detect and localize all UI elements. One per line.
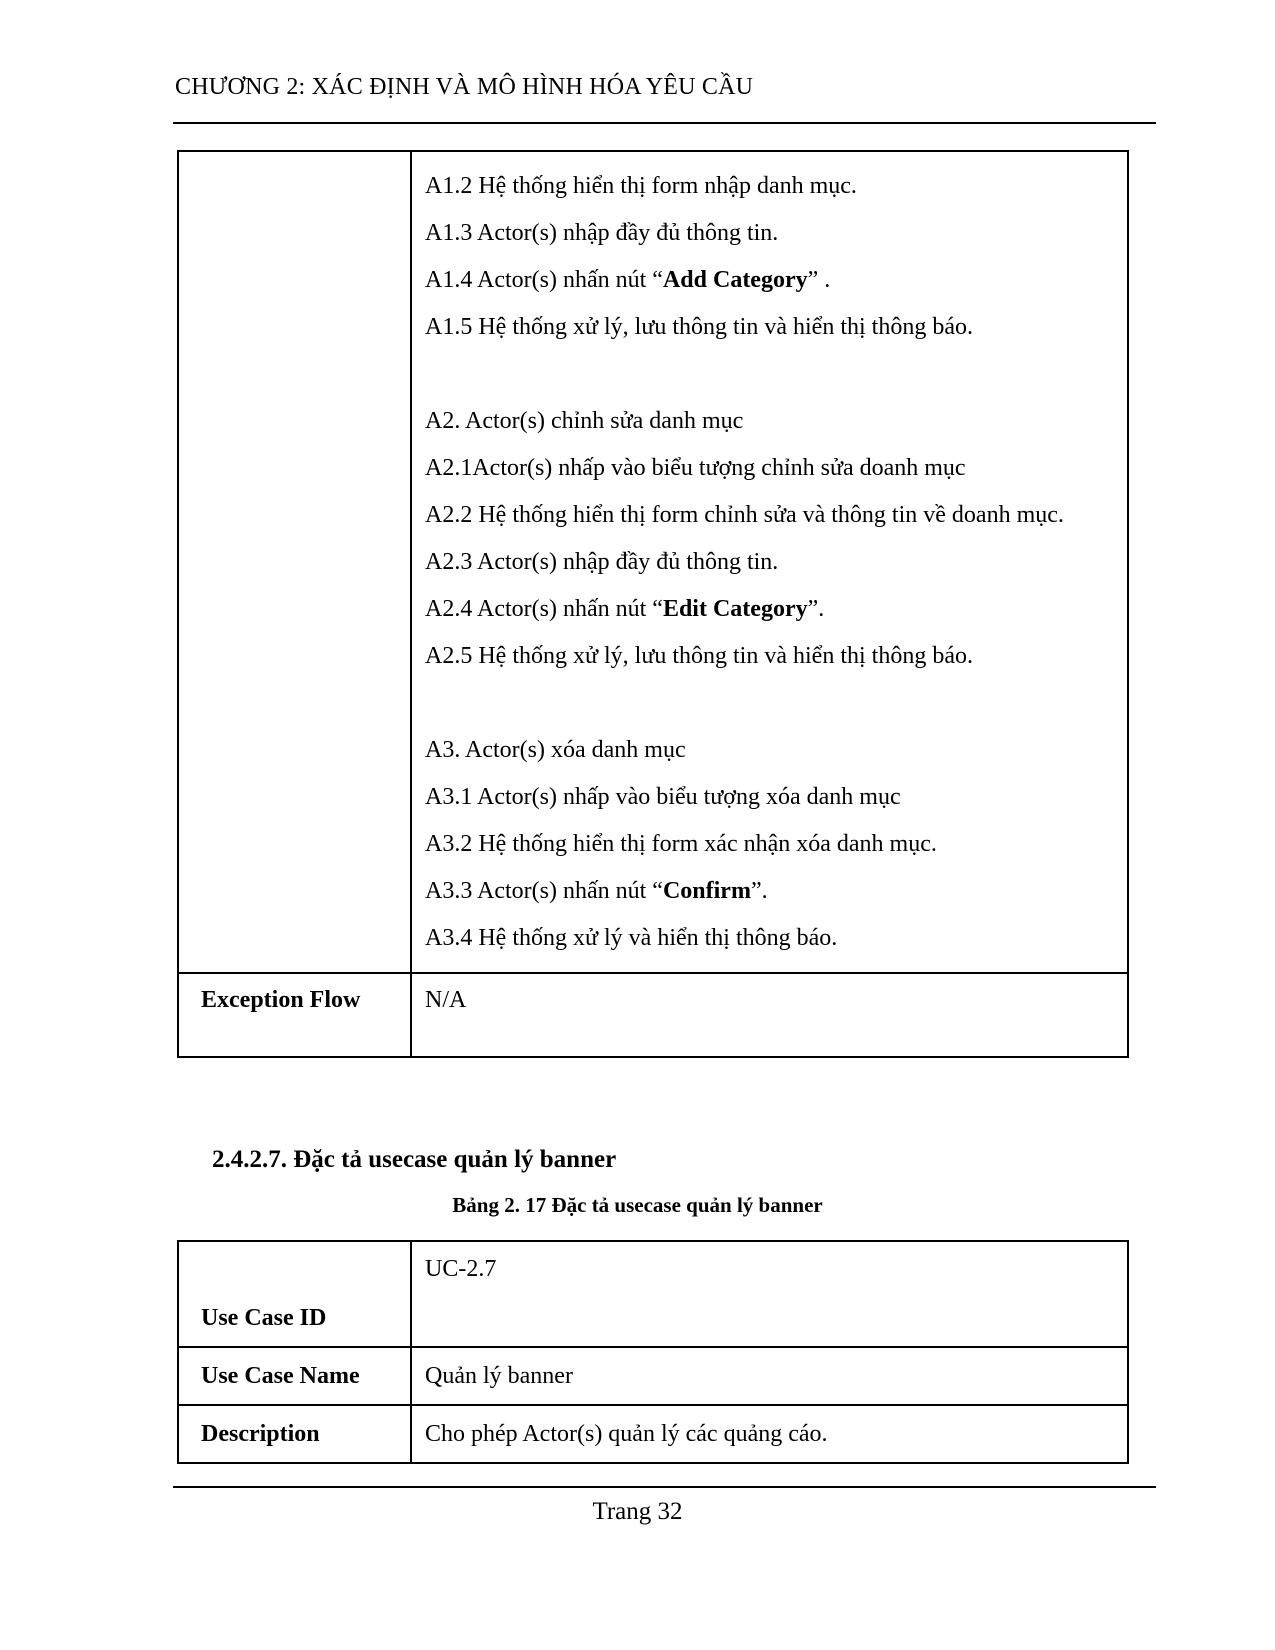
flow-line-text: A3.3 Actor(s) nhấn nút “ — [425, 878, 663, 904]
table-caption: Bảng 2. 17 Đặc tả usecase quản lý banner — [452, 1193, 823, 1217]
flow-line: A2.2 Hệ thống hiển thị form chỉnh sửa và thông tin về doanh mục. — [425, 502, 1064, 528]
flow-line: A3.4 Hệ thống xử lý và hiển thị thông báo. — [425, 925, 838, 951]
blank-line — [425, 351, 1115, 398]
flow-line-text: ”. — [807, 596, 825, 622]
use-case-id-row — [178, 1241, 1128, 1347]
chapter-header: CHƯƠNG 2: XÁC ĐỊNH VÀ MÔ HÌNH HÓA YÊU CẦU — [175, 74, 754, 100]
flow-line: A3.1 Actor(s) nhấp vào biểu tượng xóa danh mục — [425, 784, 901, 810]
flow-heading: A3. Actor(s) xóa danh mục — [425, 737, 686, 763]
flow-line-text: A2.4 Actor(s) nhấn nút “ — [425, 596, 663, 622]
flow-heading: A2. Actor(s) chỉnh sửa danh mục — [425, 408, 744, 434]
alternative-flow-label-cell — [178, 151, 411, 973]
use-case-id-value: UC-2.7 — [411, 1241, 1128, 1347]
description-row — [178, 1405, 1128, 1463]
alternative-flow-cell — [411, 151, 1128, 973]
flow-line: A2.5 Hệ thống xử lý, lưu thông tin và hiển thị thông báo. — [425, 643, 973, 669]
flow-line: A2.3 Actor(s) nhập đầy đủ thông tin. — [425, 549, 779, 575]
exception-flow-value: N/A — [411, 973, 1128, 1057]
header-rule — [173, 122, 1156, 124]
blank-line — [425, 680, 1115, 727]
flow-line-text: ” . — [807, 267, 831, 293]
flow-line — [425, 257, 1115, 304]
flow-line-text: A1.4 Actor(s) nhấn nút “ — [425, 267, 663, 293]
usecase-table-continued — [177, 150, 1129, 1058]
flow-line: A1.5 Hệ thống xử lý, lưu thông tin và hiển thị thông báo. — [425, 314, 973, 340]
use-case-name-value: Quản lý banner — [411, 1347, 1128, 1405]
flow-line: A2.1Actor(s) nhấp vào biểu tượng chỉnh sửa doanh mục — [425, 455, 966, 481]
add-category-button-name: Add Category — [662, 267, 808, 293]
flow-line-text: ”. — [750, 878, 768, 904]
use-case-name-row — [178, 1347, 1128, 1405]
page-number: Trang 32 — [592, 1498, 683, 1525]
confirm-button-name: Confirm — [662, 878, 751, 904]
use-case-name-label: Use Case Name — [178, 1347, 411, 1405]
edit-category-button-name: Edit Category — [662, 596, 808, 622]
flow-line — [425, 586, 1115, 633]
alternative-flow-row — [178, 151, 1128, 973]
use-case-id-label: Use Case ID — [178, 1241, 411, 1347]
flow-line: A3.2 Hệ thống hiển thị form xác nhận xóa danh mục. — [425, 831, 937, 857]
exception-flow-label: Exception Flow — [178, 973, 411, 1057]
section-heading: 2.4.2.7. Đặc tả usecase quản lý banner — [212, 1146, 617, 1173]
flow-line — [425, 868, 1115, 915]
flow-line: A1.2 Hệ thống hiển thị form nhập danh mục. — [425, 173, 857, 199]
exception-flow-row — [178, 973, 1128, 1057]
description-value: Cho phép Actor(s) quản lý các quảng cáo. — [411, 1405, 1128, 1463]
usecase-banner-table — [177, 1240, 1129, 1464]
flow-line: A1.3 Actor(s) nhập đầy đủ thông tin. — [425, 220, 779, 246]
footer-rule — [173, 1486, 1156, 1488]
description-label: Description — [178, 1405, 411, 1463]
